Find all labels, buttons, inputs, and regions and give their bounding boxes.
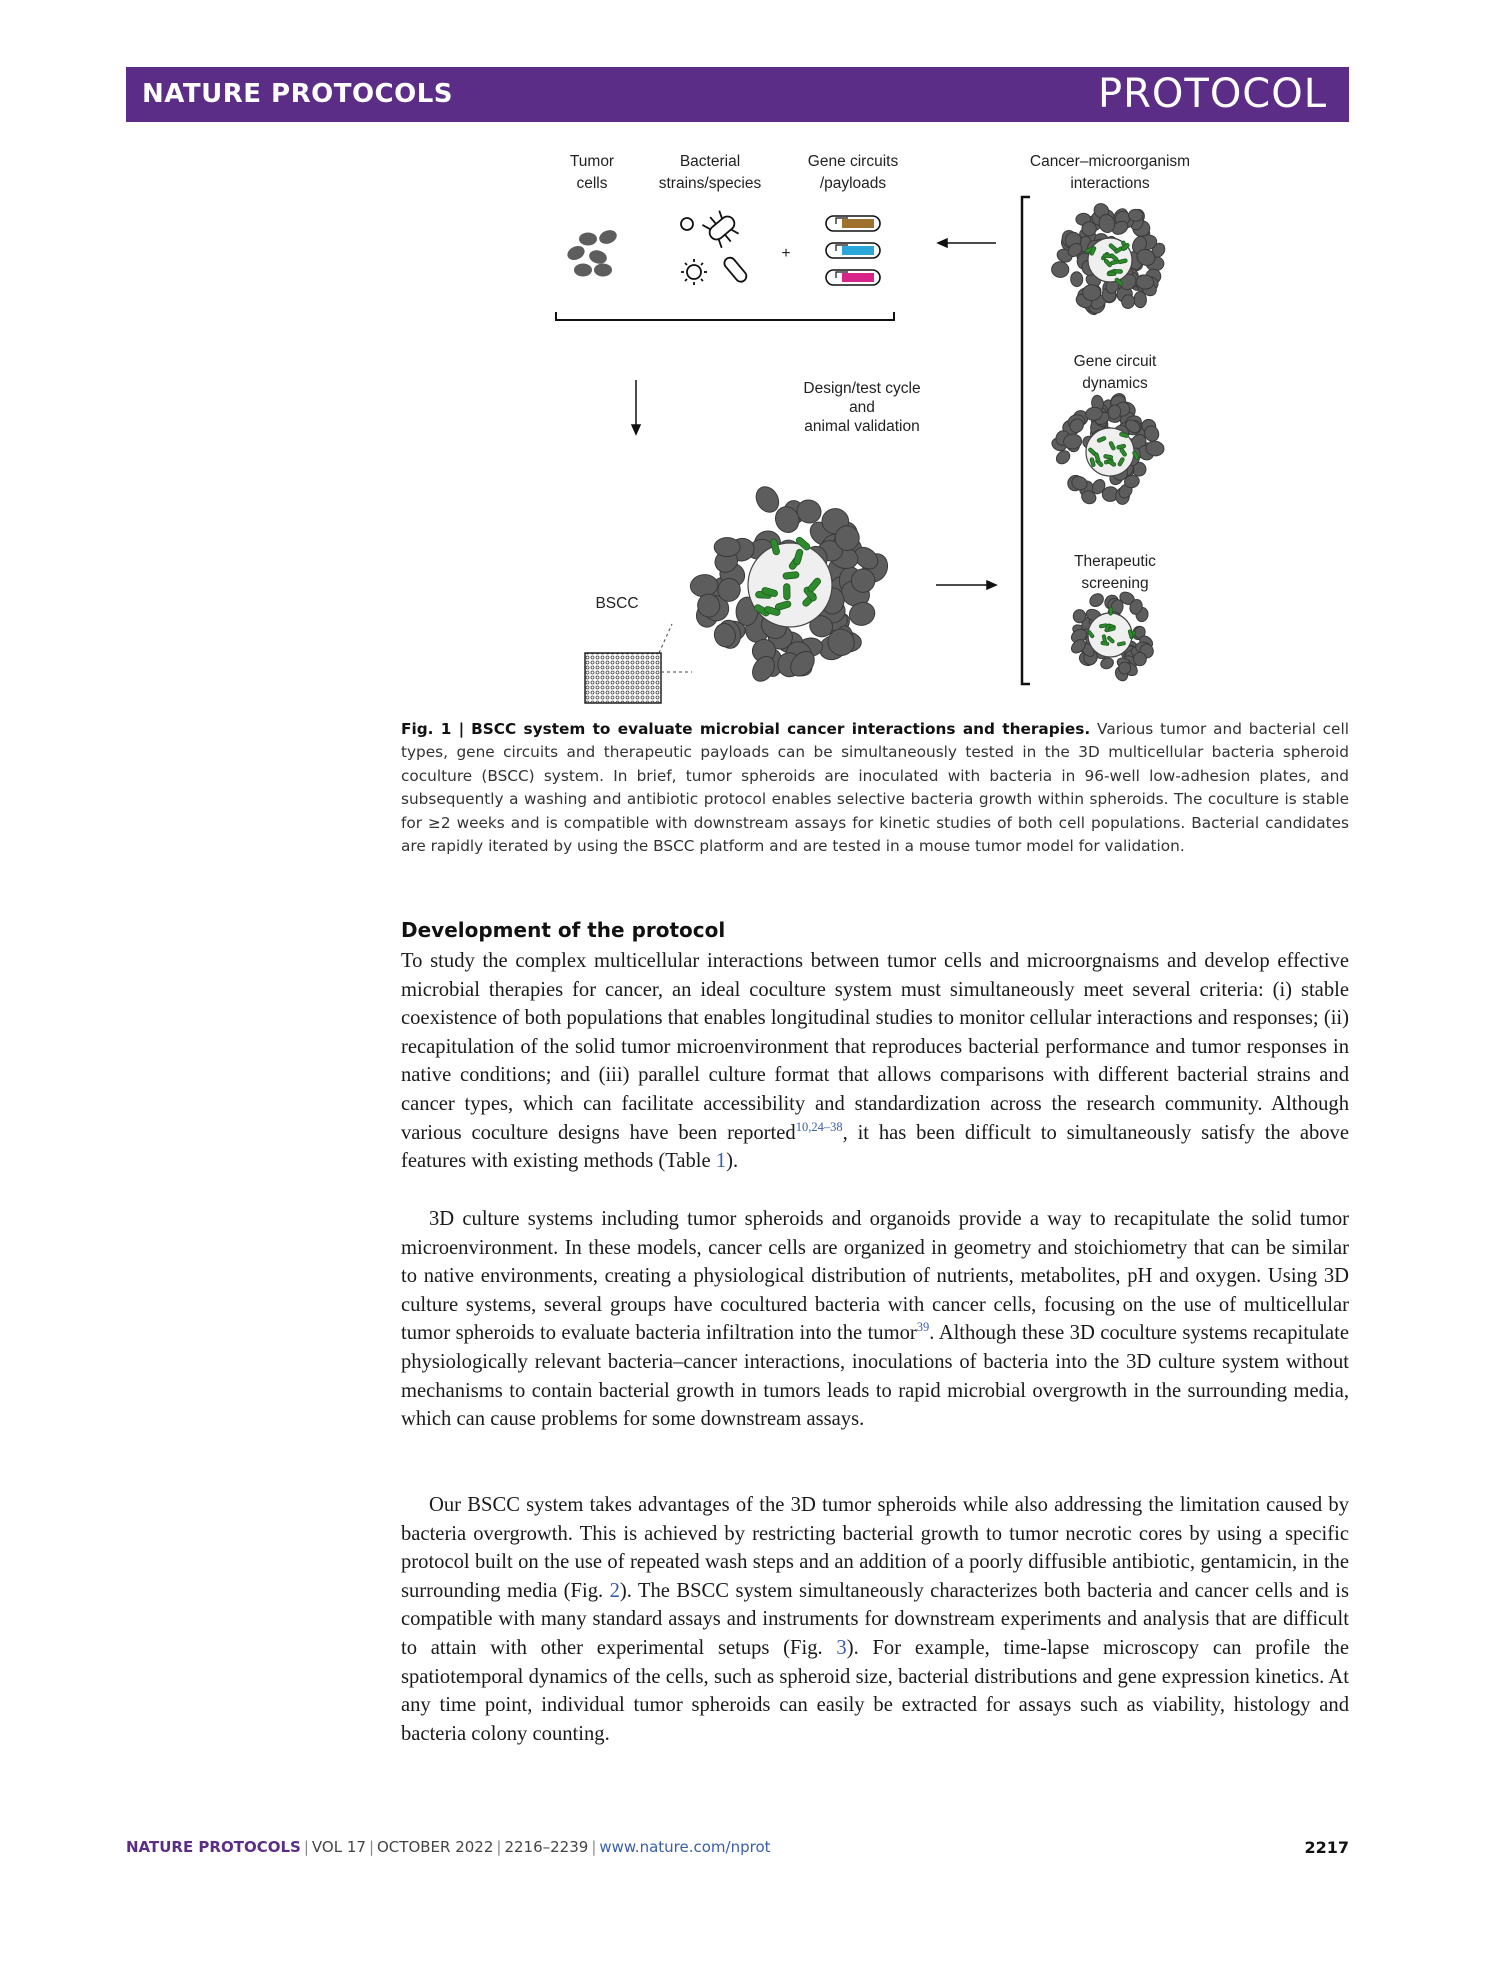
label-design-cycle: Design/test cycle [803,380,921,397]
label-therapeutic-screening: Therapeutic [1074,553,1156,570]
well-plate-96 [585,624,692,703]
tumor-cells-group [565,228,619,277]
svg-text:screening: screening [1081,575,1149,592]
figure-link[interactable]: 3 [836,1636,847,1659]
table-link[interactable]: 1 [715,1150,727,1173]
citation-link[interactable]: 10,24–38 [795,1119,843,1134]
page-number: 2217 [1304,1838,1349,1857]
svg-text:/payloads: /payloads [819,175,887,192]
figure-link[interactable]: 2 [609,1579,620,1602]
paragraph-1: To study the complex multicellular interactions between tumor cells and microorgnaisms and develop effective microbial therapies for cancer, an ideal coculture system must simultaneously meet several criteria: (i) stable coexistence of both populations that enables longitudinal studies to monitor cellular interactions and responses; (ii) recapitulation of the solid tumor microenvironment that reproduces bacterial performance and tumor responses in native conditions; and (iii) parallel culture format that allows comparisons with different bacterial strains and cancer types, which can facilitate accessibility and standardization across the research community. Although various coculture designs have been reported$^{10,24-38}$, it has been difficult to simultaneously satisfy the above features with existing methods (Table 1). [401,950,1349,1173]
label-bacterial-strains: Bacterial [679,153,741,170]
svg-text:dynamics: dynamics [1082,375,1148,392]
footer-pages: 2216–2239 [504,1838,589,1856]
label-gene-circuit-dynamics: Gene circuit [1073,353,1157,370]
plus-sign: + [781,245,791,262]
label-interactions: Cancer–microorganism [1029,153,1191,170]
footer-url-link[interactable]: www.nature.com/nprot [599,1838,771,1856]
footer-volume: VOL 17 [311,1838,366,1856]
svg-text:interactions: interactions [1070,175,1150,192]
plasmid-group [826,216,880,285]
paragraph-3: Our BSCC system takes advantages of the 3D tumor spheroids while also addressing the limitation caused by bacteria overgrowth. This is achieved by restricting bacterial growth to tumor necrotic cores by using a specific protocol built on the use of repeated wash steps and an addition of a poorly diffusible antibiotic, gentamicin, in the surrounding media (Fig. 2). The BSCC system simultaneously characterizes both bacteria and cancer cells and is compatible with many standard assays and instruments for downstream experiments and analysis that are difficult to attain with other experimental setups (Fig. 3). For example, time-lapse microscopy can profile the spatiotemporal dynamics of the cells, such as spheroid size, bacterial distributions and gene expression kinetics. At any time point, individual tumor spheroids can easily be extracted for assays such as viability, histology and bacteria colony counting. [401,1494,1349,1745]
figure-caption [401,718,1349,858]
caption-label: Fig. 1 | [401,720,465,738]
caption-title: BSCC system to evaluate microbial cancer interactions and therapies. [471,720,1091,738]
citation-link[interactable]: 39 [916,1320,930,1335]
label-gene-circuits: Gene circuits [807,153,899,170]
bacteria-icons-group [681,207,749,285]
label-bscc: BSCC [595,595,639,612]
journal-name: NATURE PROTOCOLS [142,79,454,109]
section-heading: Development of the protocol [401,918,726,942]
spheroid-dynamics [1050,391,1165,507]
page-footer: NATURE PROTOCOLS | VOL 17 | OCTOBER 2022 | 2216–2239 | www.nature.com/nprot 2217 [126,1838,1349,1857]
right-bracket [1022,197,1030,684]
spheroid-main [689,483,892,686]
article-type: PROTOCOL [1097,71,1327,117]
figure-1 [0,0,1489,715]
svg-text:and: and [849,399,875,416]
svg-text:animal validation: animal validation [804,418,920,435]
caption-text: Various tumor and bacterial cell types, gene circuits and therapeutic payloads can be simultaneously tested in the 3D multicellular bacteria spheroid coculture (BSCC) system. In brief, tumor spheroids are inoculated with bacteria in 96-well low-adhesion plates, and subsequently a washing and antibiotic protocol enables selective bacteria growth within spheroids. The coculture is stable for ≥2 weeks and is compatible with downstream assays for kinetic studies of both cell populations. Bacterial candidates are rapidly iterated by using the BSCC platform and are tested in a mouse tumor model for validation. [401,720,1349,856]
svg-text:strains/species: strains/species [658,175,762,192]
svg-text:cells: cells [576,175,608,192]
top-bracket [556,312,894,320]
footer-journal: NATURE PROTOCOLS [126,1838,301,1856]
label-tumor-cells: Tumor [569,153,615,170]
spheroid-screening [1069,590,1156,683]
spheroid-interactions [1051,201,1167,317]
paragraph-2: 3D culture systems including tumor spheroids and organoids provide a way to recapitulate the solid tumor microenvironment. In these models, cancer cells are organized in geometry and stoichiometry that can be similar to native environments, creating a physiological distribution of nutrients, metabolites, pH and oxygen. Using 3D culture systems, several groups have cocultured bacteria with cancer cells, focusing on the use of multicellular tumor spheroids to evaluate bacteria infiltration into the tumor$^{39}$. Although these 3D coculture systems recapitulate physiologically relevant bacteria–cancer interactions, inoculations of bacteria into the 3D culture system without mechanisms to contain bacterial growth in tumors leads to rapid microbial overgrowth in the surrounding media, which can cause problems for some downstream assays. [401,1208,1350,1431]
footer-date: OCTOBER 2022 [377,1838,494,1856]
